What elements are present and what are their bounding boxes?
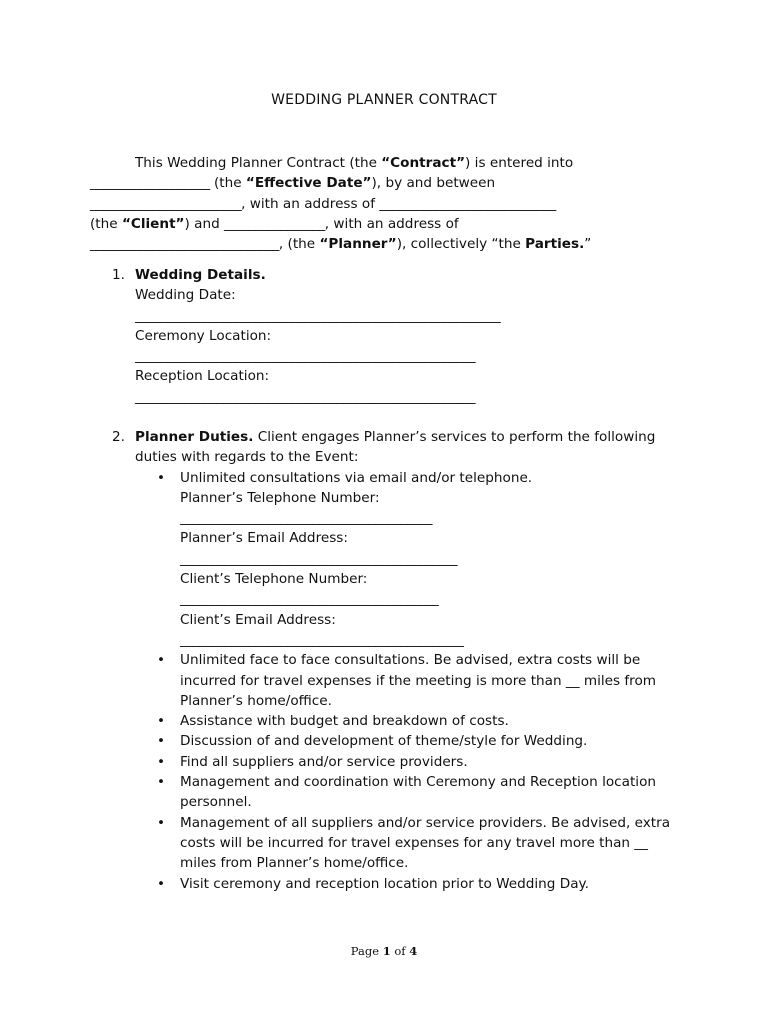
intro-text: (the: [209, 175, 246, 192]
intro-text: ), collectively “the: [396, 236, 526, 253]
intro-text: ) and: [184, 215, 225, 232]
planner-email-blank: ____________________________________________: [180, 550, 458, 567]
list-item: [135, 772, 680, 813]
section-intro-text: duties with regards to the Event:: [135, 449, 359, 466]
list-item-text: Management and coordination with Ceremony and Reception location: [180, 774, 656, 791]
list-item: [135, 650, 680, 711]
client-telephone-blank: _________________________________________: [180, 591, 439, 608]
intro-text: ”: [584, 236, 592, 253]
ceremony-location-label: Ceremony Location:: [135, 327, 272, 344]
list-item-text: Discussion of and development of theme/style for Wedding.: [180, 733, 588, 750]
list-item-text: incurred for travel expenses if the meeting is more than __ miles from: [180, 672, 657, 689]
list-item-text: personnel.: [180, 794, 252, 811]
section-intro-text: Client engages Planner’s services to perform the following: [253, 429, 656, 445]
page-of-label: of: [390, 944, 410, 958]
wedding-date-label: Wedding Date:: [135, 287, 236, 304]
section-wedding-details: [100, 265, 680, 407]
effective-date-term: “Effective Date”: [245, 175, 372, 192]
planner-telephone-label: Planner’s Telephone Number:: [180, 489, 380, 506]
client-term: “Client”: [121, 215, 185, 232]
contract-term: “Contract”: [381, 155, 466, 171]
effective-date-blank: ___________________: [90, 175, 210, 192]
client-email-blank: _____________________________________________: [180, 631, 464, 648]
parties-term: Parties.: [525, 236, 585, 253]
bullet-icon: •: [157, 713, 166, 730]
section-number: 1.: [112, 267, 125, 283]
intro-line-3: [90, 194, 690, 214]
list-item-text: Visit ceremony and reception location prior to Wedding Day.: [180, 875, 589, 892]
ceremony-location-blank: ______________________________________________________: [135, 348, 476, 365]
list-item: [135, 874, 680, 894]
intro-text: , with an address of: [241, 195, 380, 212]
bullet-icon: •: [157, 875, 166, 892]
intro-text: , with an address of: [324, 215, 459, 232]
page-number: 1: [382, 944, 391, 958]
section-planner-duties: [100, 427, 680, 894]
planner-telephone-blank: ________________________________________: [180, 510, 432, 527]
section-heading: Wedding Details.: [135, 267, 266, 283]
list-item-text: Unlimited face to face consultations. Be advised, extra costs will be: [180, 652, 641, 669]
bullet-icon: •: [157, 652, 166, 669]
page-footer: [0, 944, 768, 958]
list-item: [135, 711, 680, 731]
bullet-icon: •: [157, 774, 166, 791]
planner-term: “Planner”: [319, 236, 397, 253]
intro-line-4: [90, 214, 690, 234]
bullet-icon: •: [157, 469, 166, 486]
planner-address-blank: ______________________________: [90, 236, 279, 253]
list-item: [135, 468, 680, 651]
document-title: WEDDING PLANNER CONTRACT: [271, 92, 497, 108]
list-item-text: Management of all suppliers and/or service providers. Be advised, extra: [180, 814, 671, 831]
page-label: Page: [350, 944, 383, 958]
bullet-icon: •: [157, 814, 166, 831]
list-item: [135, 731, 680, 751]
intro-line-2: [90, 173, 690, 193]
client-telephone-label: Client’s Telephone Number:: [180, 571, 368, 588]
intro-text: ), by and between: [371, 175, 496, 192]
intro-text: This Wedding Planner Contract (the: [135, 155, 382, 171]
list-item-text: Find all suppliers and/or service providers.: [180, 753, 468, 770]
intro-line-5: [90, 234, 690, 254]
intro-text: ) is entered into: [465, 155, 574, 171]
reception-location-label: Reception Location:: [135, 368, 270, 385]
intro-text: , (the: [278, 236, 320, 253]
reception-location-blank: ______________________________________________________: [135, 388, 476, 405]
duties-list: [135, 468, 680, 894]
page-total: 4: [409, 944, 418, 958]
bullet-icon: •: [157, 733, 166, 750]
intro-line-1: [90, 153, 690, 173]
bullet-icon: •: [157, 753, 166, 770]
client-address-blank: ____________________________: [379, 195, 556, 212]
section-number: 2.: [112, 429, 125, 445]
list-item: [135, 813, 680, 874]
list-item: [135, 752, 680, 772]
client-name-blank: ________________________: [90, 195, 242, 212]
client-email-label: Client’s Email Address:: [180, 611, 336, 628]
intro-text: (the: [90, 215, 122, 232]
intro-paragraph: [90, 153, 690, 254]
section-heading-line: [135, 427, 680, 447]
list-item-text: Unlimited consultations via email and/or telephone.: [180, 469, 533, 486]
section-heading: Planner Duties.: [135, 429, 254, 445]
wedding-date-blank: __________________________________________________________: [135, 307, 501, 324]
planner-name-blank: ________________: [224, 215, 325, 232]
list-item-text: Planner’s home/office.: [180, 692, 332, 709]
list-item-text: costs will be incurred for travel expenses for any travel more than __: [180, 834, 648, 851]
planner-email-label: Planner’s Email Address:: [180, 530, 348, 547]
list-item-text: miles from Planner’s home/office.: [180, 855, 409, 872]
list-item-text: Assistance with budget and breakdown of costs.: [180, 713, 509, 730]
